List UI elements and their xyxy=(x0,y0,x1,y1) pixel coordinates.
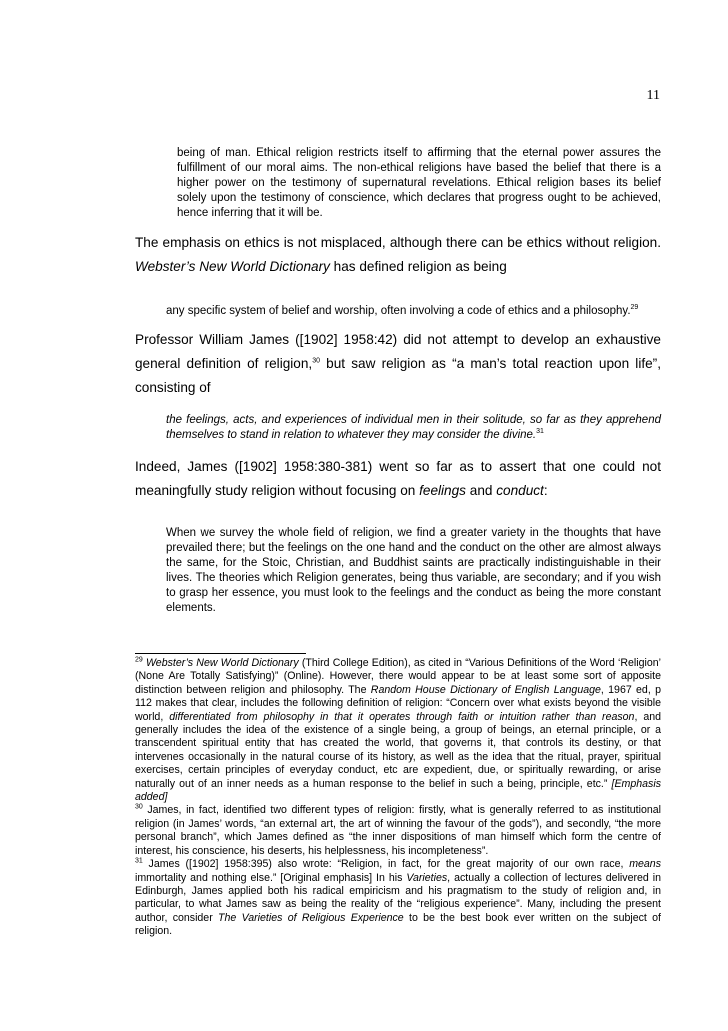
footnote-ref-30[interactable]: 30 xyxy=(312,357,320,365)
paragraph-text: Indeed, James ([1902] 1958:380-381) went so far as to assert that one could not meaningfully study religion without focusing on xyxy=(135,459,661,498)
footnote-marker: 31 xyxy=(135,857,143,865)
footnote-text: , 1967 ed, p 112 makes that clear, includes the following definition of religion: “Concern over what exists beyond the visible world, xyxy=(135,683,661,723)
footnote-title: Webster’s New World Dictionary xyxy=(146,657,299,669)
footnote-29 xyxy=(135,657,661,804)
footnote-marker: 29 xyxy=(135,656,143,664)
footnote-emphasis: [Emphasis added] xyxy=(135,777,661,804)
footnote-31 xyxy=(135,858,661,938)
footnote-emphasis: means xyxy=(629,858,661,871)
dictionary-title: Webster’s New World Dictionary xyxy=(135,259,330,274)
paragraph-text: The emphasis on ethics is not misplaced, although there can be ethics without religion. xyxy=(135,235,661,250)
paragraph-text: : xyxy=(543,483,548,498)
footnote-text: (Third College Edition), as cited in “Various Definitions of the Word ‘Religion’ (None Are Totally Satisfying)” (Online). However, there would appear to be at least some sort of apposite distinction between religion and philosophy. The xyxy=(135,657,661,696)
footnote-title: The Varieties of Religious Experience xyxy=(218,911,404,924)
footnote-text: to be the best book ever written on the subject of religion. xyxy=(135,911,661,938)
footnote-emphasis: differentiated from philosophy in that it operates through faith or intuition rather than reason xyxy=(169,710,635,723)
footnote-text: , and generally includes the idea of the existence of a single being, a group of beings, an eternal principle, or a transcendent spiritual entity that has created the world, that governs it, that controls its destiny, or that intervenes occasionally in the natural course of its history, as well as the idea that the ritual, prayer, spiritual exercises, certain principles of everyday conduct, etc are expedient, due, or spiritually rewarding, or arise naturally out of an inner needs as a human response to the belief in such a being, principle, etc.” xyxy=(135,710,662,790)
block-quote-ethical-religion xyxy=(177,146,661,221)
quote-text: being of man. Ethical religion restricts itself to affirming that the eternal power assures the fulfillment of our moral aims. The non-ethical religions have based the belief that there is a higher power on the testimony of supernatural revelations. Ethical religion bases its belief solely upon the testimony of conscience, which declares that progress ought to be achieved, hence inferring that it will be. xyxy=(177,147,661,219)
footnote-separator xyxy=(135,653,306,654)
paragraph-william-james xyxy=(135,328,661,400)
footnote-text: immortality and nothing else.” [Original emphasis] In his xyxy=(135,871,407,884)
quote-text: When we survey the whole field of religion, we find a greater variety in the thoughts that have prevailed there; but the feelings on the one hand and the conduct on the other are almost always the same, for the Stoic, Christian, and Buddhist saints are practically indistinguishable in their lives. The theories which Religion generates, being thus variable, are secondary; and if you wish to grasp her essence, you must look to the feelings and the conduct as being the more constant elements. xyxy=(166,527,661,614)
footnotes-section xyxy=(135,657,661,939)
block-quote-dictionary-definition xyxy=(166,304,661,319)
quote-text: any specific system of belief and worship, often involving a code of ethics and a philosophy. xyxy=(166,305,631,317)
paragraph-text: has defined religion as being xyxy=(329,259,507,274)
footnote-text: James ([1902] 1958:395) also wrote: “Religion, in fact, for the great majority of our own race, xyxy=(142,858,630,871)
paragraph-text: Professor William James ([1902] 1958:42) did not attempt to develop an exhaustive general definition of religion, xyxy=(135,332,661,371)
paragraph-indeed-james xyxy=(135,455,661,503)
quote-text: the feelings, acts, and experiences of individual men in their solitude, so far as they apprehend themselves to stand in relation to whatever they may consider the divine. xyxy=(166,414,661,441)
footnote-title: Random House Dictionary of English Language xyxy=(370,683,601,696)
emphasis-conduct: conduct xyxy=(496,483,544,498)
footnote-marker: 30 xyxy=(135,803,143,811)
footnote-30 xyxy=(135,804,661,858)
paragraph-text: and xyxy=(465,483,497,498)
footnote-text: James, in fact, identified two different types of religion: firstly, what is generally referred to as institutional religion (in James’ words, “an external art, the art of winning the favour of the gods”), and secondly, “the more personal branch”, which James defined as “the inner dispositions of man himself which form the centre of interest, his conscience, his deserts, his helplessness, his incompleteness”. xyxy=(135,804,661,857)
emphasis-feelings: feelings xyxy=(419,483,466,498)
page-number: 11 xyxy=(646,88,660,103)
paragraph-emphasis-on-ethics xyxy=(135,231,661,279)
footnote-ref-29[interactable]: 29 xyxy=(630,304,639,312)
paragraph-text: but saw religion as “a man’s total reaction upon life”, consisting of xyxy=(135,356,661,395)
footnote-ref-31[interactable]: 31 xyxy=(536,428,544,436)
block-quote-survey-religion xyxy=(166,526,661,616)
footnote-title: Varieties xyxy=(406,871,448,884)
footnote-text: , actually a collection of lectures delivered in Edinburgh, James applied both his radical empiricism and his pragmatism to the study of religion and, in particular, to what James saw as being the reality of the “religious experience”. Many, including the present author, consider xyxy=(135,871,661,924)
block-quote-feelings-acts xyxy=(166,413,661,443)
